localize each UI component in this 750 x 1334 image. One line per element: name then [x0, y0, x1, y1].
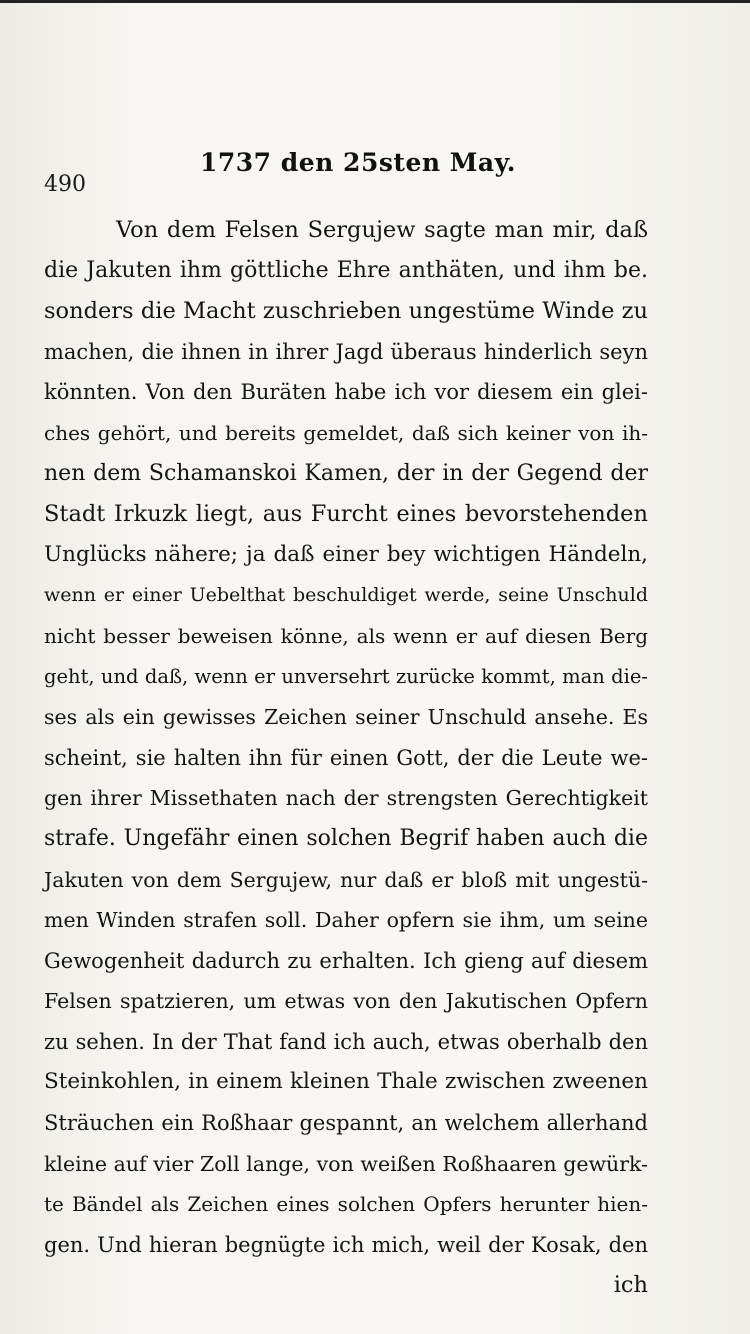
page-top-edge	[0, 0, 750, 3]
text-line: geht, und daß, wenn er unversehrt zurücke kommt, man die-	[44, 664, 648, 688]
running-head: 1737 den 25sten May.	[200, 148, 516, 177]
text-line: strafe. Ungefähr einen solchen Begrif haben auch die	[44, 825, 648, 851]
text-line: kleine auf vier Zoll lange, von weißen Roßhaaren gewürk-	[44, 1151, 648, 1176]
text-line: wenn er einer Uebelthat beschuldiget werde, seine Unschuld	[44, 584, 648, 607]
text-line: Stadt Irkuzk liegt, aus Furcht eines bevorstehenden	[44, 501, 648, 528]
text-line: sonders die Macht zuschrieben ungestüme Winde zu	[44, 298, 648, 325]
catchword: ich	[613, 1272, 648, 1299]
text-line: Sträuchen ein Roßhaar gespannt, an welchem allerhand	[44, 1111, 648, 1136]
text-line: könnten. Von den Buräten habe ich vor diesem ein glei-	[44, 380, 648, 405]
text-line: Gewogenheit dadurch zu erhalten. Ich gieng auf diesem	[44, 948, 648, 973]
text-line: gen. Und hieran begnügte ich mich, weil der Kosak, den	[44, 1232, 648, 1257]
page-number: 490	[44, 172, 86, 197]
text-line: Unglücks nähere; ja daß einer bey wichtigen Händeln,	[44, 541, 648, 567]
text-line: machen, die ihnen in ihrer Jagd überaus hinderlich seyn	[44, 339, 648, 364]
text-line: nen dem Schamanskoi Kamen, der in der Gegend der	[44, 460, 648, 486]
text-line: Jakuten von dem Sergujew, nur daß er bloß mit ungestü-	[44, 867, 648, 892]
text-line: scheint, sie halten ihn für einen Gott, der die Leute we-	[44, 745, 648, 770]
text-line: Steinkohlen, in einem kleinen Thale zwischen zweenen	[44, 1069, 648, 1095]
text-line: men Winden strafen soll. Daher opfern sie ihm, um seine	[44, 908, 648, 933]
text-line: Von dem Felsen Sergujew sagte man mir, daß	[116, 217, 648, 243]
text-line: ses als ein gewisses Zeichen seiner Unschuld ansehe. Es	[44, 705, 648, 730]
text-line: gen ihrer Missethaten nach der strengsten Gerechtigkeit	[44, 786, 648, 811]
text-line: zu sehen. In der That fand ich auch, etwas oberhalb den	[44, 1029, 648, 1054]
text-line: nicht besser beweisen könne, als wenn er auf diesen Berg	[44, 623, 648, 648]
text-line: die Jakuten ihm göttliche Ehre anthäten, und ihm be.	[44, 257, 648, 283]
text-line: Felsen spatzieren, um etwas von den Jakutischen Opfern	[44, 989, 648, 1014]
body-text	[44, 210, 648, 1306]
text-line: te Bändel als Zeichen eines solchen Opfers herunter hien-	[44, 1192, 648, 1217]
text-line: ches gehört, und bereits gemeldet, daß sich keiner von ih-	[44, 420, 648, 445]
